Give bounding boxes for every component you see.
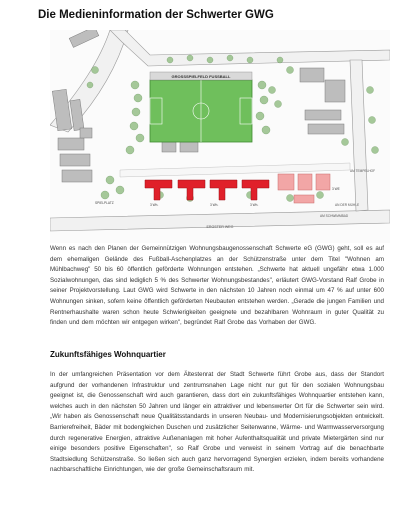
- unit-a-label: 3 Wh.: [150, 203, 159, 207]
- football-field: [150, 72, 252, 142]
- left-small-label: SPIELPLATZ: [95, 201, 114, 205]
- street-right-label: AM TEMPELHOF: [350, 169, 376, 173]
- site-plan: [50, 30, 390, 243]
- street-lower-right-label: AM SCHWIMMBAD: [320, 214, 349, 218]
- field-label: GROSSSPIELFELD FUSSBALL: [171, 74, 231, 79]
- article-subheading: Zukunftsfähiges Wohnquartier: [50, 350, 166, 359]
- unit-b-label: 3 Wh.: [210, 203, 219, 207]
- article-paragraph-2: In der umfangreichen Präsentation vor dem Ältestenrat der Stadt Schwerte führt Grobe aus, dass der Standort aufgrund der vorhandenen Infrastruktur und zentrumsnahen Lage nicht nur gut für den sozialen Wohnungsbau geeignet ist, die Genossenschaft wird auch garantieren, dass dort ein zukunftsfähiges Wohnquartier entstehen kann, welches auch in den nächsten 50 Jahren und länger ein attraktiver und lebenswerter Ort für die Schwerter sein wird. „Wir haben als Genossenschaft neue Qualitätsstandards in unseren Neubau- und Modernisierungsobjekten entwickelt. Barrierefreiheit, Bäder mit bodengleichen Duschen und zusätzlicher Seitenwanne, Wärme- und Warmwasserversorgung durch regenerative Energien, attraktive Außenanlagen mit hoher Aufenthaltsqualität und private Mietergärten sind nur einige besonders positive Eigenschaften", so Ralf Grobe und verweist in seinem Vortrag auf die benachbarte Stadtsiedlung Schützenstraße. So ließen sich auch ganz hervorragend Synergien erzielen, indem bereits vorhandene nachbarschaftliche Einrichtungen, wie der große Gemeinschaftsraum mit.: [50, 371, 384, 474]
- unit-c-label: 3 Wh.: [250, 203, 259, 207]
- page-title: Die Medieninformation der Schwerter GWG: [38, 9, 274, 21]
- street-bottom-label: ERGSTER WEG: [206, 225, 234, 229]
- article-paragraph-1: Wenn es nach den Planen der Gemeinnützigen Wohnungsbaugenossenschaft Schwerte eG (GWG) geht, soll es auf dem ehemaligen Gelände des Fußball-Aschenplatzes an der Schützenstraße unter dem Titel "Wohnen am Mühlbachweg" 50 bis 60 öffentlich geförderte Wohnungen entstehen. „Schwerte hat aktuell ungefähr etwa 1.000 Sozialwohnungen, das sind lediglich 5 % des Schwerter Wohnungsbestandes", erläutert GWG-Vorstand Ralf Grobe in seiner Projektvorstellung. Laut GWG wird Schwerte in den nächsten 10 Jahren noch einmal um 47 % auf unter 600 Wohnungen sinken, sofern keine öffentlich geförderten Neubauten entstehen werden. „Gerade die jungen Familien und Rentnerhaushalte waren schon heute Schwierigkeiten geeignete und bezahlbaren Wohnraum in guter Qualität zu finden und dem möchten wir entgegen wirken", begründet Ralf Grobe das Vorhaben der GWG.: [50, 245, 384, 327]
- street-right-2-label: AN DER MÜHLE: [335, 203, 360, 207]
- unit-d-label: 3 WE: [332, 187, 340, 191]
